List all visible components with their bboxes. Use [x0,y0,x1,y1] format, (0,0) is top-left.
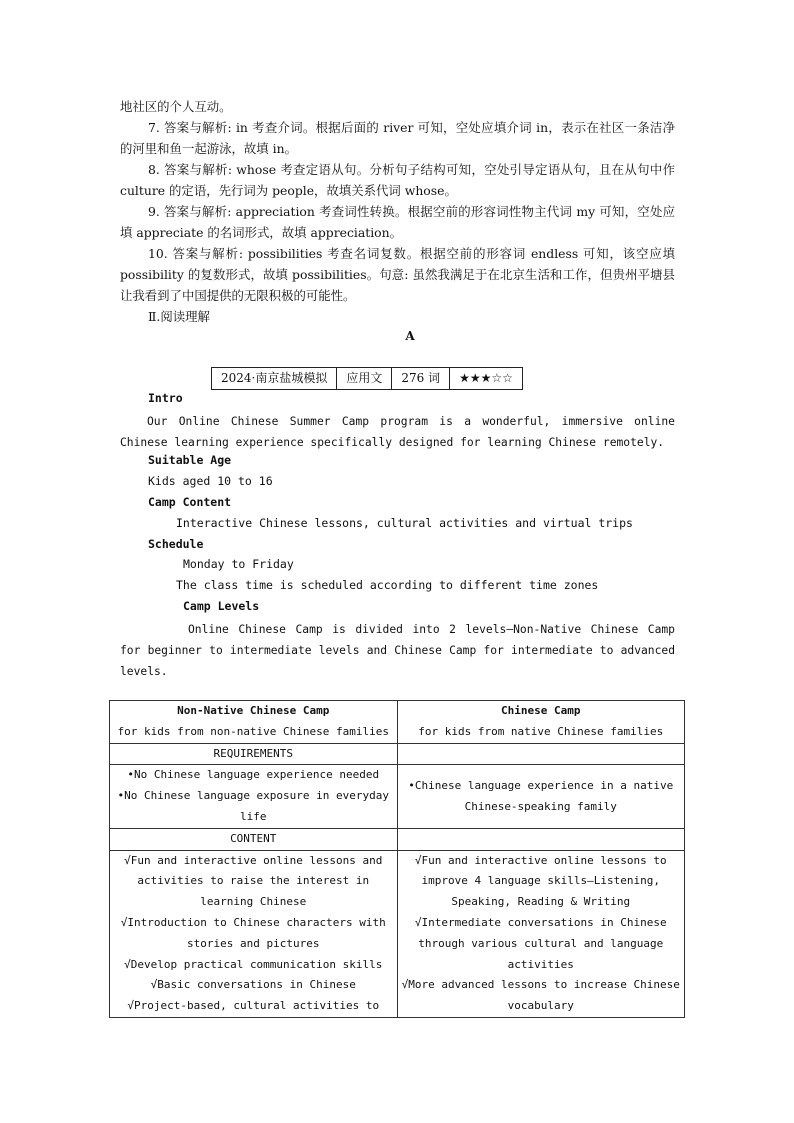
passage-info-tags [211,367,523,390]
content-label-row [110,828,685,850]
tag-genre: 应用文 [337,368,392,389]
answer-8: 8. 答案与解析: whose 考查定语从句。分析句子结构可知，空处引导定语从句，且在从句中作 culture 的定语，先行词为 people，故填关系代词 whose。 [120,162,675,198]
camp-comparison-table [109,700,685,1018]
left-camp-title: Non-Native Chinese Camp [177,704,330,717]
right-camp-title: Chinese Camp [501,704,581,717]
list-item: √More advanced lessons to increase Chinese vocabulary [401,978,680,1013]
list-item: √Develop practical communication skills [124,957,383,971]
tag-source: 2024·南京盐城模拟 [212,368,337,389]
list-item: √Fun and interactive online lessons to improve 4 language skills—Listening, Speaking, Reading & Writing [414,853,667,909]
answer-7: 7. 答案与解析: in 考查介词。根据后面的 river 可知，空处应填介词 in，表示在社区一条洁净的河里和鱼一起游泳，故填 in。 [120,120,675,156]
answer-10: 10. 答案与解析: possibilities 考查名词复数。根据空前的形容词 endless 可知，该空应填 possibility 的复数形式，故填 possibilities。句意: 虽然我满足于在北京生活和工作，但贵州平塘县让我看到了中国提供的无限积极的可能性。 [120,246,675,303]
table-header-row [110,701,685,744]
suitable-age-text: Kids aged 10 to 16 [148,474,273,488]
left-content-cell [110,850,398,1017]
list-item: √Introduction to Chinese characters with stories and pictures [120,915,386,950]
list-item: √Fun and interactive online lessons and activities to raise the interest in learning Chinese [124,853,383,909]
section-heading: Ⅱ.阅读理解 [148,309,210,324]
intro-heading: Intro [148,391,183,405]
list-item: √Project-based, cultural activities to [127,999,380,1013]
left-requirements-cell [110,765,398,828]
list-item: √Basic conversations in Chinese [150,978,356,992]
content-label: CONTENT [110,828,398,850]
camp-content-heading: Camp Content [148,495,232,509]
content-row [110,850,685,1017]
requirements-row [110,765,685,828]
camp-content-text: Interactive Chinese lessons, cultural activities and virtual trips [176,516,633,530]
suitable-age-heading: Suitable Age [148,453,232,467]
answer-9: 9. 答案与解析: appreciation 考查词性转换。根据空前的形容词性物主代词 my 可知，空处应填 appreciate 的名词形式，故填 appreciation。 [120,204,675,240]
intro-text: Our Online Chinese Summer Camp program is a wonderful, immersive online Chinese learning experience specifically designed for learning Chinese remotely. [120,415,675,449]
schedule-days: Monday to Friday [183,557,294,571]
requirements-label: REQUIREMENTS [110,743,398,765]
passage-letter: A [405,329,415,343]
left-camp-subtitle: for kids from non-native Chinese families [117,724,390,738]
right-camp-subtitle: for kids from native Chinese families [418,724,664,738]
requirements-label-empty [397,743,685,765]
right-content-cell [397,850,685,1017]
right-header-cell [397,701,685,744]
camp-levels-text: Online Chinese Camp is divided into 2 levels—Non-Native Chinese Camp for beginner to intermediate levels and Chinese Camp for intermediate to advanced levels. [120,623,675,678]
schedule-heading: Schedule [148,537,204,551]
camp-levels-heading: Camp Levels [183,599,260,613]
list-item: •No Chinese language experience needed [127,768,380,782]
requirements-label-row [110,743,685,765]
list-item: √Intermediate conversations in Chinese through various cultural and language activities [414,915,667,971]
left-header-cell [110,701,398,744]
content-label-empty [397,828,685,850]
right-requirements-cell [397,765,685,828]
paragraph-continuation: 地社区的个人互动。 [120,99,232,114]
list-item: •No Chinese language exposure in everyday life [117,789,390,823]
list-item: •Chinese language experience in a native Chinese-speaking family [408,778,674,813]
tag-word-count: 276 词 [392,368,450,389]
schedule-time: The class time is scheduled according to different time zones [176,578,599,592]
tag-difficulty: ★★★☆☆ [459,371,513,385]
